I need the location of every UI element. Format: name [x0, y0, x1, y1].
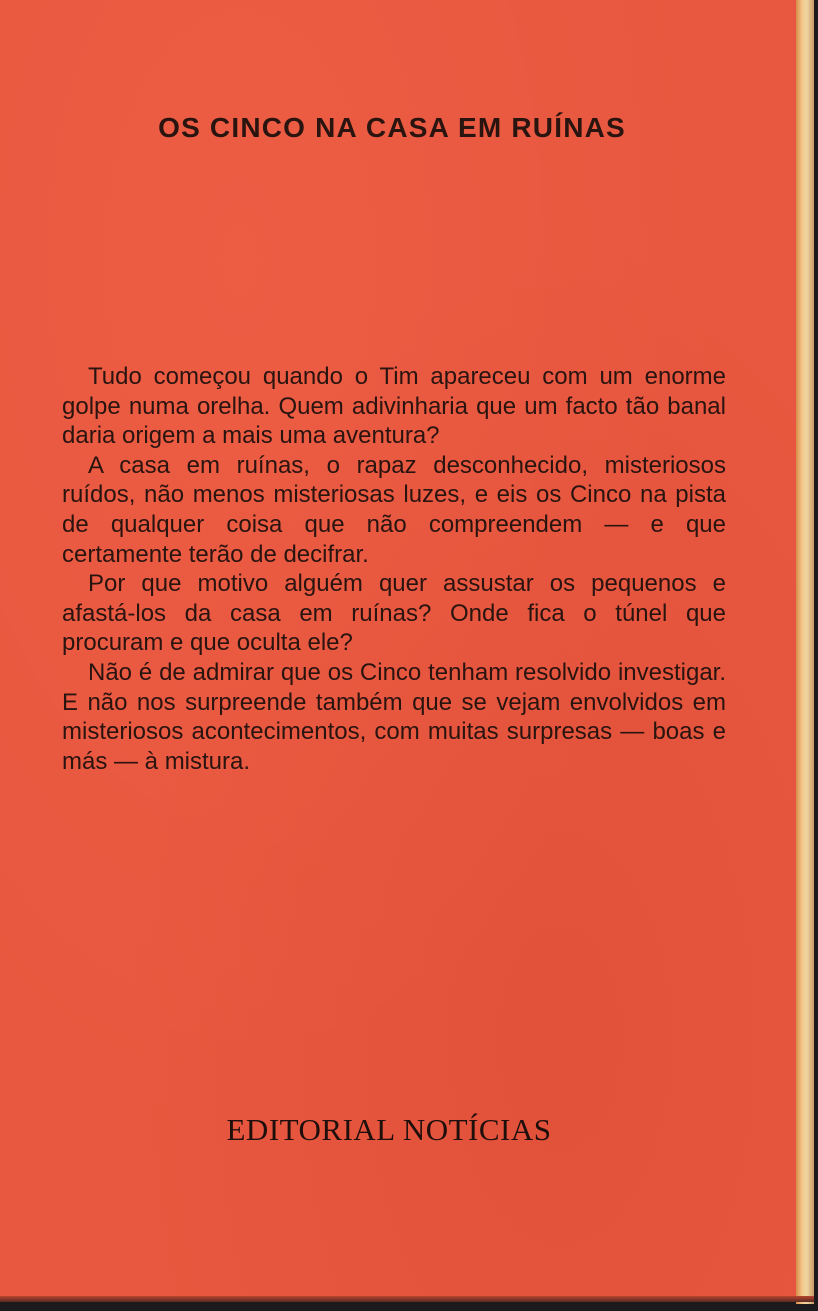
synopsis-paragraph-1: Tudo começou quando o Tim apareceu com um enorme golpe numa orelha. Quem adivinharia que um facto tão banal daria origem a mais uma aventura?	[62, 363, 726, 450]
book-title: OS CINCO NA CASA EM RUÍNAS	[158, 112, 626, 143]
synopsis-paragraph-2: A casa em ruínas, o rapaz desconhecido, misteriosos ruídos, não menos misteriosas luzes, e eis os Cinco na pista de qualquer coisa que não compreendem — e que certamente terão de decifrar.	[62, 451, 726, 568]
synopsis-paragraph-4: Não é de admirar que os Cinco tenham resolvido investigar. E não nos surpreende também que se vejam envolvidos em misteriosos acontecimentos, com muitas surpresas — boas e más — à mistura.	[62, 658, 726, 775]
publisher-name: EDITORIAL NOTÍCIAS	[226, 1112, 552, 1147]
page-block-edge	[796, 0, 814, 1304]
synopsis-paragraph-3: Por que motivo alguém quer assustar os pequenos e afastá-los da casa em ruínas? Onde fica o túnel que procuram e que oculta ele?	[62, 570, 726, 657]
synopsis-text	[62, 362, 726, 776]
cover-bottom-edge	[0, 1296, 814, 1302]
